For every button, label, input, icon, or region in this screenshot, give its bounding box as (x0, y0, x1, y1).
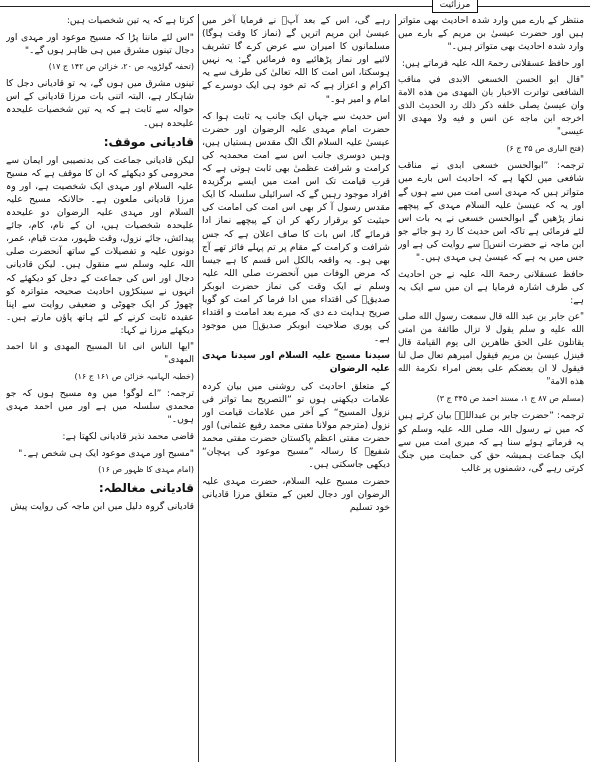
citation: (تحفہ گولڑویہ ص ۲۰، خزائن ص ۱۴۲ ج ۱۷) (48, 62, 194, 72)
arabic-quote: "ايها الناس انى انا المسيح المهدى و انا احمد المهدى" (6, 341, 194, 365)
citation: (خطبہ الہامیہ خزائن ص ۱۶۱ ج ۱۶) (74, 371, 194, 381)
paragraph: لیکن قادیانی جماعت کی بدنصیبی اور ایمان سے محرومی کو دیکھئے کہ ان کا موقف ہے کہ مسیح علیہ السلام اور مہدی ایک شخصیت ہے، اور وہ مرزا قادیانی ملعون ہے۔ حالانکہ مسیح علیہ السلام اور مہدی علیہ الرضوان دو علیحدہ علیحدہ شخصیات ہیں، ان کے نام، کام، جائے پیدائش، جائے نزول، وقت ظہور، مدت قیام، عمر، دونوں علیہ و تفصیلات کے ساتھ آنحضرت صلی اللہ علیہ وسلم سے منقول ہیں۔ لیکن قادیانی دجال اور اس کی جماعت کے دجل کو دیکھئے کہ انہوں نے سینکڑوں احادیث صحیحہ متواترہ کو چھوڑ کر ایک جھوٹی و ضعیفی روایت سے اپنا عقیدہ ثابت کرنے کے لئے ہاتھ پاؤں مارتے ہیں۔ دیکھئے مرزا نے کہا: (6, 154, 194, 336)
citation: (فتح الباری ص ۳۵ ج ۶) (506, 144, 584, 154)
section-heading: قادیانی مغالطہ: (98, 481, 194, 496)
paragraph: حضرت مسیح علیہ السلام، حضرت مہدی علیہ الرضوان اور دجال لعین کے متعلق مرزا قادیانی خود تسلیم (202, 476, 390, 514)
arabic-quote: "قال ابو الحسن الخسعي الابدى في مناقب الشافعى تواترت الاخبار بان المهدى من هذه الامة وان عيسىٰ يصلى خلفه ذكر ذلك رد الحديث الذى اخرجه ابن ماجه عن انس و فيه ولا مهدى الا عيسى" (398, 75, 584, 138)
citation: (مسلم ص ۸۷ ج ۱، مسند احمد ص ۳۴۵ ج ۳) (436, 394, 584, 404)
paragraph: اور حافظ عسقلانی رحمۃ اللہ علیہ فرماتے ہیں: (401, 58, 584, 70)
running-header: مرزائیت (432, 0, 478, 13)
paragraph: رہے گی، اس کے بعد آپؐ نے فرمایا آخر میں عیسیٰ ابن مریم اتریں گے (نماز کا وقت ہوگا) مسلمانوں کا امیران سے عرض کرے گا تشریف لائیے اور نماز پڑھائیے وہ فرمائیں گے: یہ نہیں ہوسکتا، اس امت کا اللہ تعالیٰ کی طرف سے یہ اکرام و اعزاز ہے کہ تم خود ہی ایک دوسرے کے امام و امیر ہو۔" (202, 15, 390, 105)
bold-phrase: سیدنا مسیح علیہ السلام اور سیدنا مہدی علیہ الرضوان (202, 350, 390, 375)
page-body (6, 14, 584, 762)
column-divider (395, 14, 396, 762)
paragraph: ترجمہ: ”ابوالحسن خسعی ابدی نے مناقب شافعی میں لکھا ہے کہ احادیث اس بارے میں متواتر ہیں کہ مہدی اسی امت میں سے ہوں گے اور یہ کہ عیسیٰ علیہ السلام مہدی کے پیچھے نماز پڑھیں گے ابوالحسن خسعی نے یہ بات اس لئے فرمائی ہے تاکہ اس حدیث کا رد ہو جائے جو ابن ماجہ نے حضرت انسؓ سے روایت کی ہے اور جس میں یہ ہے کہ عیسیٰ ہی مہدی ہیں۔" (398, 160, 584, 264)
paragraph: اس حدیث سے جہاں ایک جانب یہ ثابت ہوا کہ حضرت امام مہدی علیہ الرضوان اور حضرت عیسیٰ علیہ السلام الگ الگ مقدس ہستیاں ہیں، وہیں دوسری جانب اس سے امت محمدیہ کی کرامت و شرافت عظمیٰ بھی ثابت ہوتی ہے کہ قرب قیامت تک اس امت میں ایسے برگزیدہ افراد موجود رہیں گے کہ اسرائیلی سلسلہ کا ایک مقدس رسول آ کر بھی اس امت کی امامت کی حیثیت کو برقرار رکھ کر ان کے پیچھے نماز ادا فرمائے گا، اس بات کا صاف اعلان ہے کہ جس شرافت و کرامت کے مقام پر تم پہلے فائز تھے آج بھی ہو۔ یہ واقعہ بالکل اس قسم کا ہے جیسا کہ مرض الوفات میں آنحضرت صلی اللہ علیہ وسلم نے ایک وقت کی نماز حضرت ابوبکر صدیقؓ کی اقتداء میں ادا فرما کر امت کو گویا صریح ہدایت دے دی کہ میرے بعد امامت و اقتداء کی پوری صلاحیت ابوبکر صدیقؓ میں موجود ہے۔ (202, 110, 390, 345)
paragraph: منتظر کے بارے میں وارد شدہ احادیث بھی متواتر ہیں اور حضرت عیسیٰ بن مریم کے بارے میں وارد شدہ احادیث بھی متواتر ہیں۔" (398, 15, 584, 53)
paragraph: حافظ عسقلانی رحمۃ اللہ علیہ نے جن احادیث کی طرف اشارہ فرمایا ہے ان میں سے ایک یہ ہے: (398, 269, 584, 307)
paragraph: کرتا ہے کہ یہ تین شخصیات ہیں: (66, 15, 194, 26)
arabic-quote: "عن جابر بن عبد الله قال سمعت رسول الله صلى الله عليه و سلم يقول لا تزال طائفة من امتى يقاتلون على الحق ظاهرين الى يوم القيامة قال فينزل عيسىٰ بن مريم فيقول اميرهم تعال صل لنا فيقول لا ان بعضكم على بعض امراء تكرمة الله هذه الامة" (398, 312, 584, 388)
paragraph: قادیانی گروہ دلیل میں ابن ماجہ کی روایت پیش (10, 501, 194, 513)
top-rule (0, 0, 590, 7)
paragraph: ترجمہ: ”حضرت جابر بن عبداللہؓ بیان کرتے ہیں کہ میں نے رسول اللہ صلی اللہ علیہ وسلم کو یہ فرماتے ہوئے سنا ہے کہ میری امت میں سے ایک جماعت ہمیشہ حق کی حمایت میں جنگ کرتی رہے گی، دشمنوں پر غالب (398, 410, 584, 474)
paragraph: ترجمہ: ”اے لوگو! میں وہ مسیح ہوں کہ جو محمدی سلسلہ میں ہے اور میں احمد مہدی ہوں۔" (6, 387, 194, 426)
column-divider (198, 14, 199, 762)
paragraph: "اس لئے ماننا پڑا کہ مسیح موعود اور مہدی اور دجال تینوں مشرق میں ہی ظاہر ہوں گے۔" (6, 32, 194, 57)
column-left (6, 14, 194, 762)
paragraph: کے متعلق احادیث کی روشنی میں بیان کردہ علامات دیکھنی ہوں تو ”التصریح بما تواتر فی نزول المسیح“ کے آخر میں علامات قیامت اور نزول (مترجم مولانا مفتی محمد رفیع عثمانی) اور حضرت مفتی اعظم پاکستان حضرت مفتی محمد شفیعؒ کا رسالہ ”مسیح موعود کی پہچان“ دیکھی جاسکتی ہیں۔ (202, 380, 390, 471)
paragraph: "مسیح اور مہدی موعود ایک ہی شخص ہے۔" (18, 448, 194, 460)
paragraph: تینوں مشرق میں ہوں گے، یہ تو قادیانی دجل کا شاہکار ہے، البتہ اتنی بات مرزا قادیانی کے اس حوالہ سے ثابت ہے کہ یہ تین شخصیات علیحدہ علیحدہ ہیں۔ (6, 78, 194, 129)
column-right (398, 14, 584, 762)
column-middle (202, 14, 390, 762)
citation: (امام مہدی کا ظہور ص ۱۶) (98, 465, 194, 475)
paragraph: قاضی محمد نذیر قادیانی لکھتا ہے: (62, 431, 194, 443)
section-heading: قادیانی موقف: (103, 134, 194, 149)
